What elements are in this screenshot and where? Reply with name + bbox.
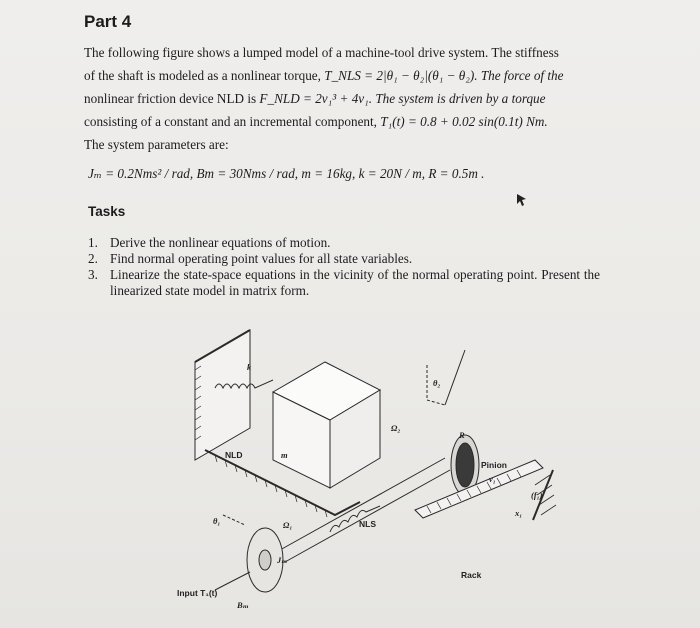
task-text: Derive the nonlinear equations of motion. [110, 235, 331, 250]
paragraph-line-2-text: of the shaft is modeled as a nonlinear torque, [84, 68, 321, 83]
drive-system-figure [165, 310, 560, 620]
task-list [88, 235, 600, 299]
label-x1: x₁ [515, 508, 523, 518]
mouse-cursor-icon [516, 193, 528, 207]
tasks-title: Tasks [88, 204, 126, 219]
ground-wall [195, 330, 250, 460]
section-heading: Part 4 [84, 12, 132, 31]
label-f1: (f₁) [531, 490, 543, 500]
label-k: k [247, 362, 252, 372]
label-nld: NLD [225, 450, 243, 460]
problem-paragraph [84, 41, 596, 156]
task-item [88, 235, 600, 251]
task-text: Find normal operating point values for all state variables. [110, 251, 413, 266]
label-omega2: Ω₂ [391, 423, 401, 433]
system-parameters: Jₘ = 0.2Nms² / rad, Bm = 30Nms / rad, m = 16kg, k = 20N / m, R = 0.5m . [88, 166, 485, 181]
paragraph-line-4-text: consisting of a constant and an incremental component, [84, 114, 377, 129]
input-torque-equation: T₁(t) = 0.8 + 0.02 sin(0.1t) Nm. [380, 114, 548, 129]
label-input: Input T₁(t) [177, 588, 218, 598]
paragraph-line-2 [84, 64, 596, 87]
label-jm: Jₘ [277, 555, 288, 565]
paragraph-line-1: The following figure shows a lumped model of a machine-tool drive system. The stiffness [84, 45, 559, 60]
label-r: R [459, 430, 465, 440]
nls-torque-equation: T_NLS = 2|θ₁ − θ₂|(θ₁ − θ₂). The force of the [324, 68, 564, 83]
paragraph-line-3 [84, 87, 596, 110]
task-number: 3. [88, 267, 98, 282]
label-m: m [281, 450, 288, 460]
paragraph-line-5: The system parameters are: [84, 137, 229, 152]
label-rack: Rack [461, 570, 482, 580]
task-item [88, 267, 600, 299]
paragraph-line-4 [84, 110, 596, 133]
label-theta1: θ₁ [213, 516, 221, 526]
label-nls: NLS [359, 519, 376, 529]
task-text: Linearize the state-space equations in the vicinity of the normal operating point. Present the linearized state model in matrix form. [110, 267, 600, 298]
paragraph-line-3-text: nonlinear friction device NLD is [84, 91, 257, 106]
label-pinion: Pinion [481, 460, 507, 470]
task-item [88, 251, 600, 267]
task-number: 2. [88, 251, 98, 266]
label-v1: v₁ [489, 474, 496, 484]
task-number: 1. [88, 235, 98, 250]
label-bm: Bₘ [237, 600, 249, 610]
label-theta2: θ₂ [433, 378, 441, 388]
nld-force-equation: F_NLD = 2v₁³ + 4v₁. The system is driven by a torque [259, 91, 546, 106]
input-arrow [215, 572, 250, 590]
label-omega1: Ω₁ [283, 520, 293, 530]
